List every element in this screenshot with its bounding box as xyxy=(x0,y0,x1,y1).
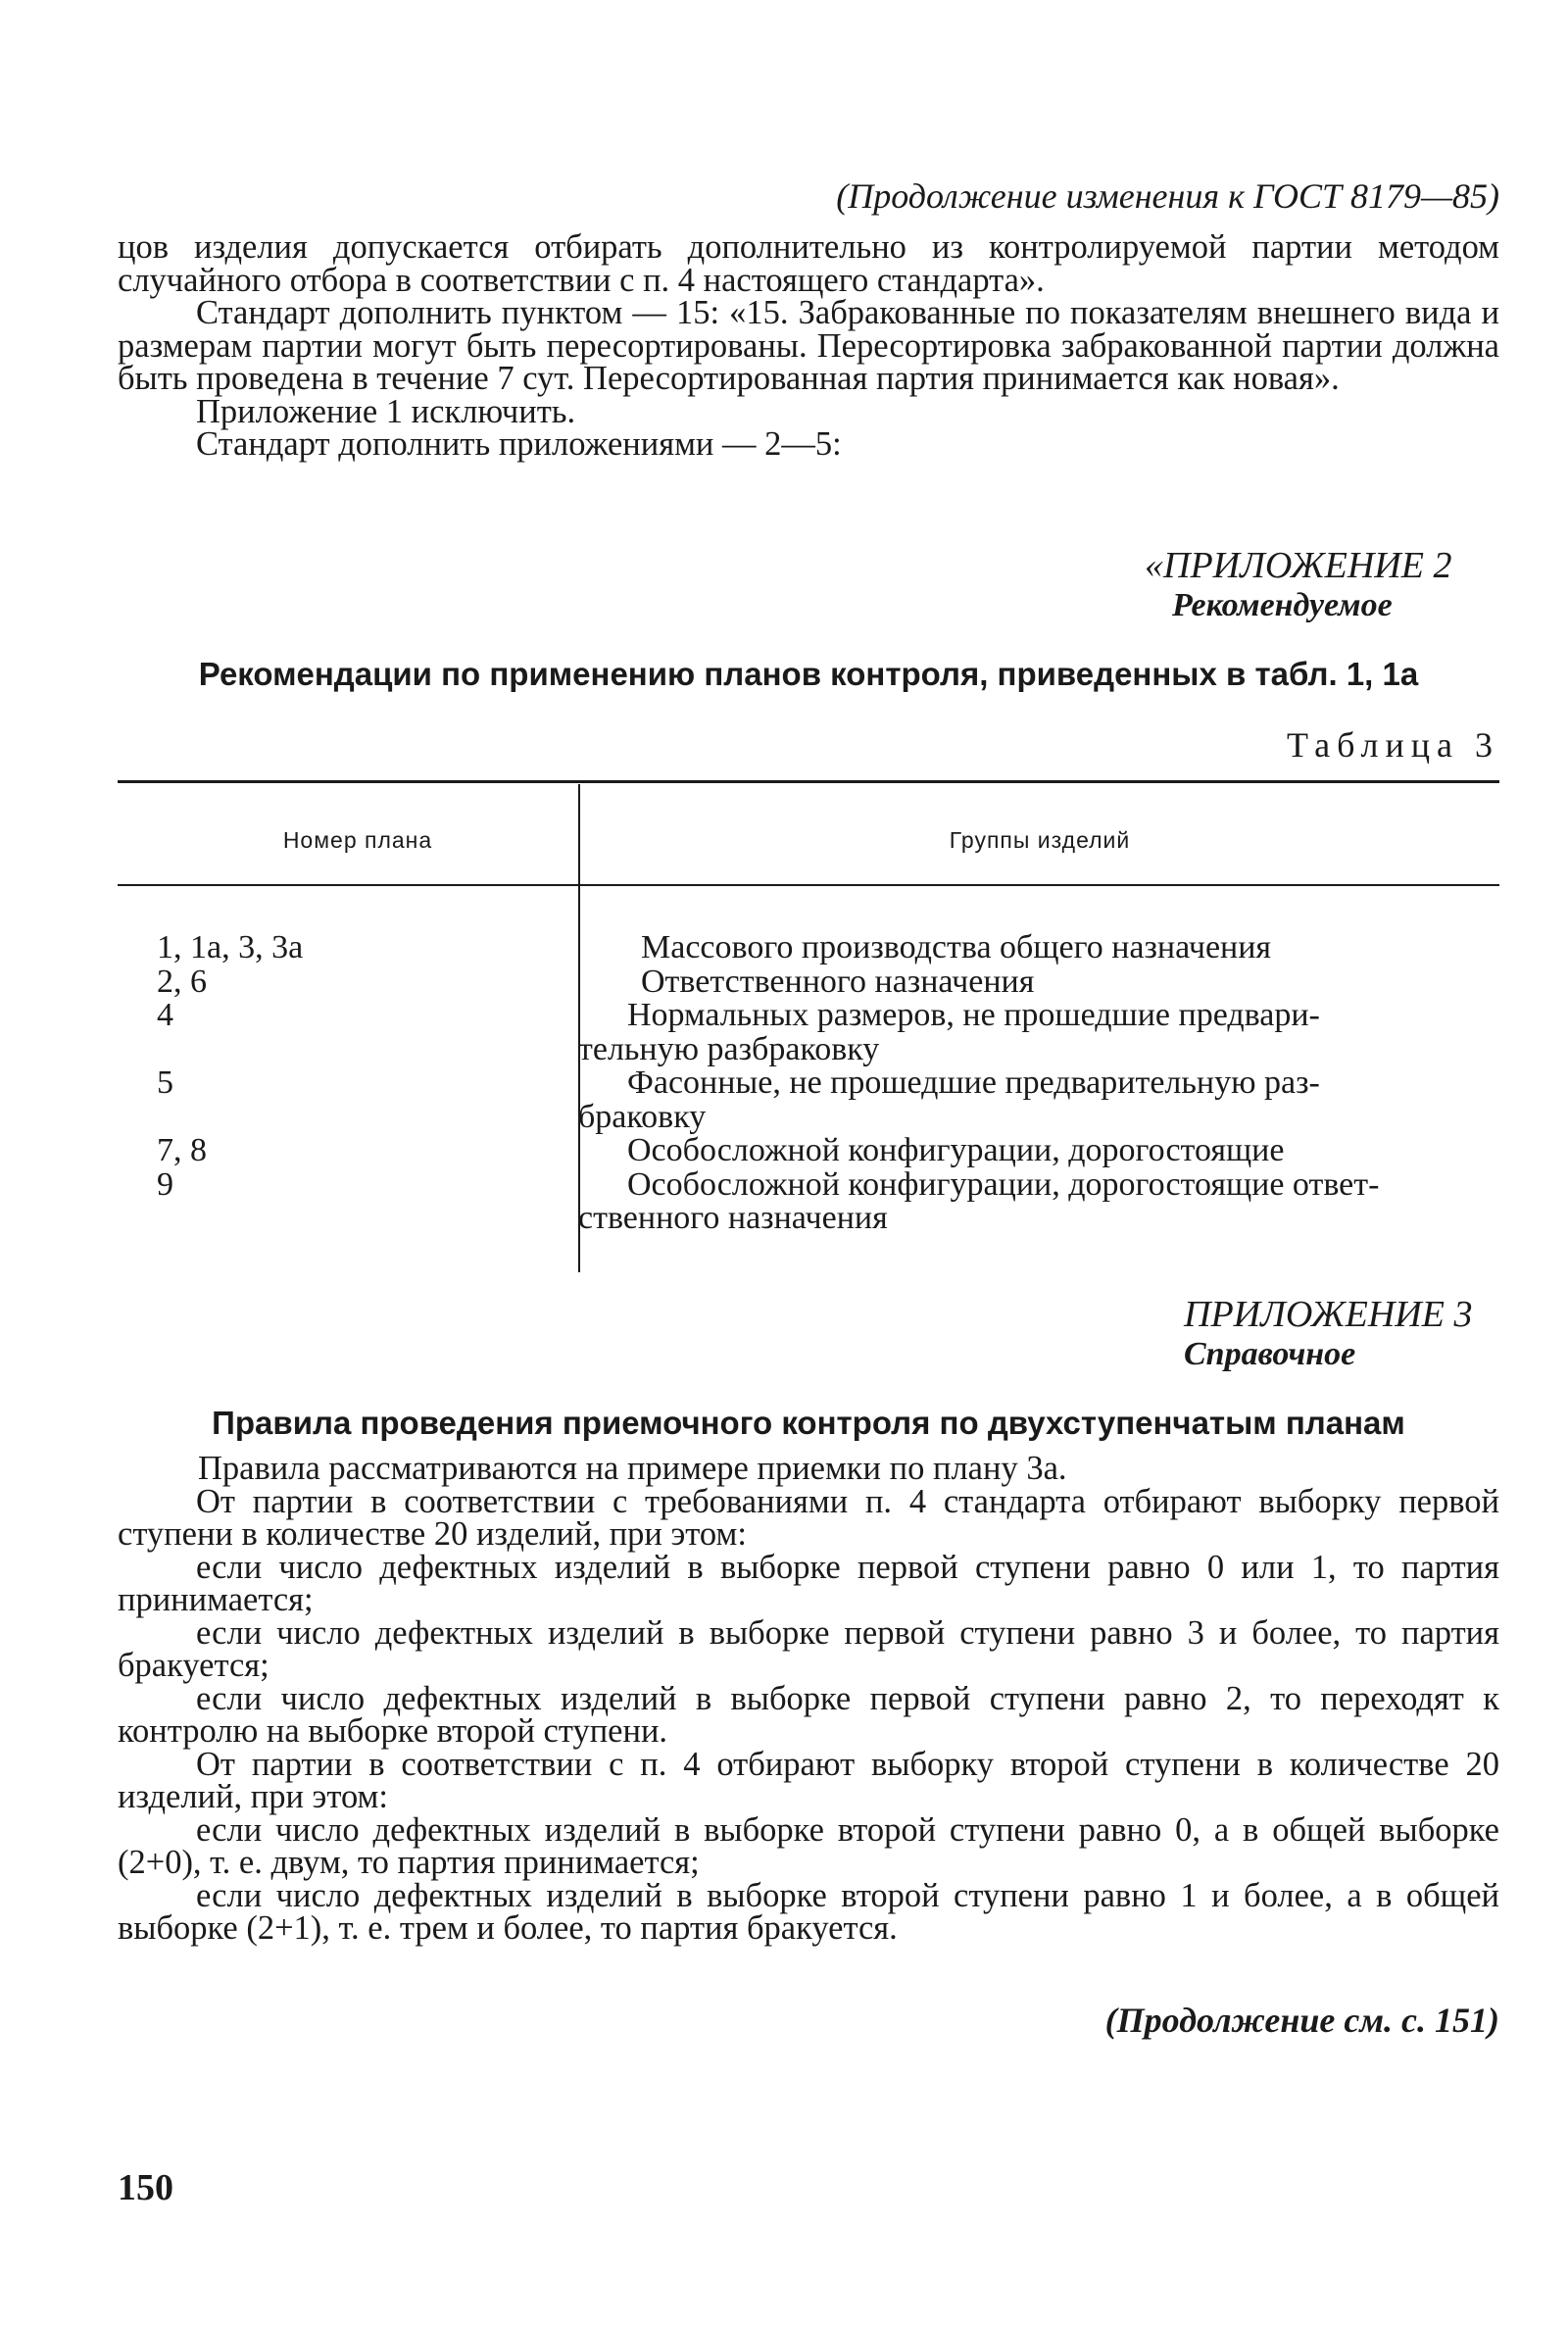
rule-paragraph: если число дефектных изделий в выборке первой ступени равно 3 и более, то партия бракуется; xyxy=(118,1613,1499,1684)
plan-cell: 2, 6 xyxy=(157,963,207,1000)
group-cell-continued: тельную разбраковку xyxy=(578,1030,880,1067)
group-cell: Особосложной конфигурации, дорогостоящие ответ- xyxy=(627,1165,1380,1203)
rule-paragraph: Правила рассматриваются на примере приемки по плану 3а. xyxy=(198,1450,1067,1487)
group-cell-continued: браковку xyxy=(578,1098,707,1135)
rule-paragraph: если число дефектных изделий в выборке первой ступени равно 2, то переходят к контролю на выборке второй ступени. xyxy=(118,1679,1499,1750)
paragraph-3: Приложение 1 исключить. xyxy=(196,392,576,430)
plan-cell: 5 xyxy=(157,1064,173,1101)
group-cell: Массового производства общего назначения xyxy=(641,929,1272,965)
appendix-3-text xyxy=(118,1450,1499,1947)
groups-column xyxy=(578,931,1499,1236)
plan-cell: 4 xyxy=(157,997,173,1033)
table-header-rule xyxy=(118,884,1499,886)
appendix-2-status: Рекомендуемое xyxy=(1172,587,1393,623)
group-cell: Фасонные, не прошедшие предварительную раз- xyxy=(627,1064,1320,1101)
group-cell-continued: ственного назначения xyxy=(578,1200,888,1236)
intro-text xyxy=(118,228,1499,463)
paragraph-2: Стандарт дополнить пунктом — 15: «15. Забракованные по показателям внешнего вида и размерам партии могут быть пересортированы. Пересортировка забракованной партии должна быть проведена в течение 7 сут. Пересортированная партия принимается как новая». xyxy=(118,294,1499,397)
page-number: 150 xyxy=(118,2167,173,2208)
appendix-2-heading: Рекомендации по применению планов контроля, приведенных в табл. 1, 1а xyxy=(198,656,1419,692)
rule-paragraph: От партии в соответствии с требованиями п. 4 стандарта отбирают выборку первой ступени в количестве 20 изделий, при этом: xyxy=(118,1482,1499,1553)
rule-paragraph: если число дефектных изделий в выборке первой ступени равно 0 или 1, то партия принимается; xyxy=(118,1548,1499,1618)
paragraph-4: Стандарт дополнить приложениями — 2—5: xyxy=(196,425,842,463)
appendix-3-status: Справочное xyxy=(1184,1336,1356,1372)
table-label: Таблица 3 xyxy=(1287,725,1499,765)
rule-paragraph: если число дефектных изделий в выборке второй ступени равно 1 и более, а в общей выборке (2+1), т. е. трем и более, то партия бракуется. xyxy=(118,1876,1499,1947)
table-top-rule xyxy=(118,780,1499,783)
plan-cell: 7, 8 xyxy=(157,1132,207,1168)
plan-column xyxy=(157,931,549,1202)
continuation-footer: (Продолжение см. с. 151) xyxy=(1104,2001,1499,2040)
group-cell: Нормальных размеров, не прошедшие предвари- xyxy=(627,997,1320,1033)
column-header-plan: Номер плана xyxy=(282,827,433,853)
appendix-3-heading: Правила проведения приемочного контроля по двухступенчатым планам xyxy=(212,1405,1405,1441)
column-header-groups: Группы изделий xyxy=(949,827,1131,853)
continuation-header: (Продолжение изменения к ГОСТ 8179—85) xyxy=(836,176,1499,216)
plan-cell: 9 xyxy=(157,1165,173,1203)
paragraph-1: цов изделия допускается отбирать дополнительно из контролируемой партии методом случайного отбора в соответствии с п. 4 настоящего стандарта». xyxy=(118,228,1499,299)
plan-cell: 1, 1а, 3, 3а xyxy=(157,929,304,965)
group-cell: Ответственного назначения xyxy=(641,963,1035,1000)
appendix-3-title: ПРИЛОЖЕНИЕ 3 xyxy=(1184,1294,1473,1335)
rule-paragraph: От партии в соответствии с п. 4 отбирают выборку второй ступени в количестве 20 изделий, при этом: xyxy=(118,1745,1499,1815)
appendix-2-title: «ПРИЛОЖЕНИЕ 2 xyxy=(1145,545,1452,586)
group-cell: Особосложной конфигурации, дорогостоящие xyxy=(627,1132,1285,1168)
rule-paragraph: если число дефектных изделий в выборке второй ступени равно 0, а в общей выборке (2+0), т. е. двум, то партия принимается; xyxy=(118,1810,1499,1881)
